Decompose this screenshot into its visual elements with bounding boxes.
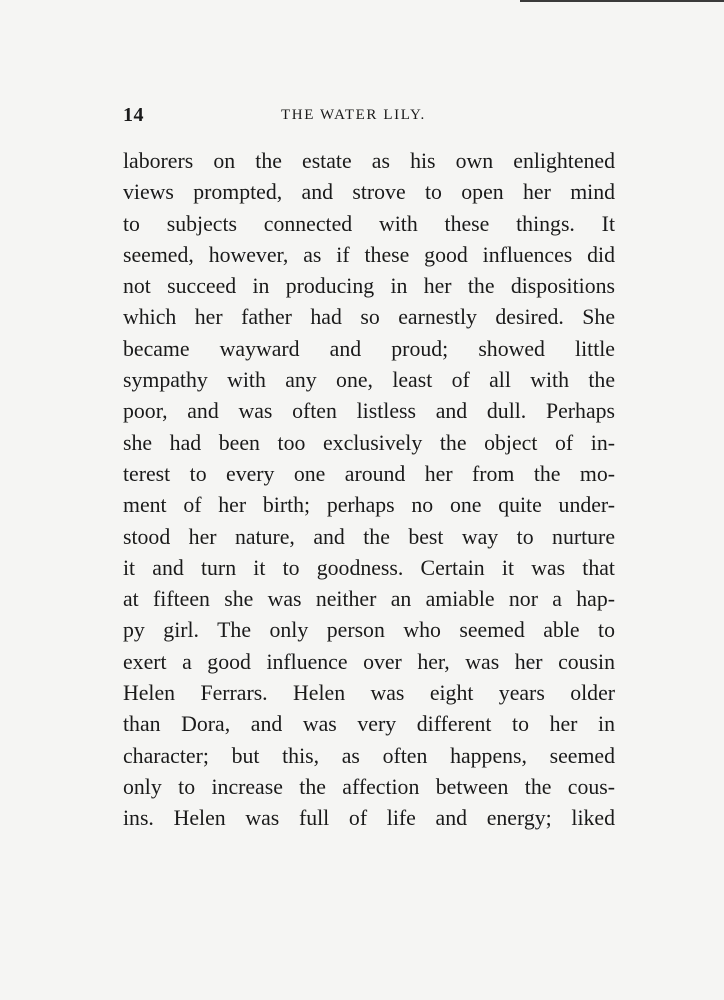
text-line: became wayward and proud; showed little [123, 336, 615, 361]
text-line: than Dora, and was very different to her in [123, 712, 615, 737]
text-line: she had been too exclusively the object of in- [123, 430, 615, 455]
text-line: ment of her birth; perhaps no one quite under- [123, 493, 615, 518]
text-line: sympathy with any one, least of all with the [123, 368, 615, 393]
text-line: stood her nature, and the best way to nurture [123, 524, 615, 549]
body-text [123, 146, 615, 835]
text-line: Helen Ferrars. Helen was eight years older [123, 681, 615, 706]
text-line: it and turn it to goodness. Certain it was that [123, 555, 615, 580]
text-line: at fifteen she was neither an amiable nor a hap- [123, 587, 615, 612]
top-rule [520, 0, 724, 2]
text-line: seemed, however, as if these good influences did [123, 242, 615, 267]
text-line: views prompted, and strove to open her mind [123, 180, 615, 205]
running-head [123, 104, 615, 132]
text-line: laborers on the estate as his own enlightened [123, 149, 615, 173]
page-number: 14 [123, 104, 144, 126]
text-line: poor, and was often listless and dull. Perhaps [123, 399, 615, 424]
text-line: only to increase the affection between the cous- [123, 774, 615, 799]
text-line: to subjects connected with these things. It [123, 211, 615, 236]
text-line: which her father had so earnestly desired. She [123, 305, 615, 330]
text-line: terest to every one around her from the mo- [123, 461, 615, 486]
text-line: character; but this, as often happens, seemed [123, 743, 615, 768]
text-line: not succeed in producing in her the dispositions [123, 274, 615, 299]
text-line: py girl. The only person who seemed able to [123, 618, 615, 643]
text-line: ins. Helen was full of life and energy; liked [123, 806, 615, 831]
text-line: exert a good influence over her, was her cousin [123, 649, 615, 674]
running-title: THE WATER LILY. [281, 107, 426, 123]
